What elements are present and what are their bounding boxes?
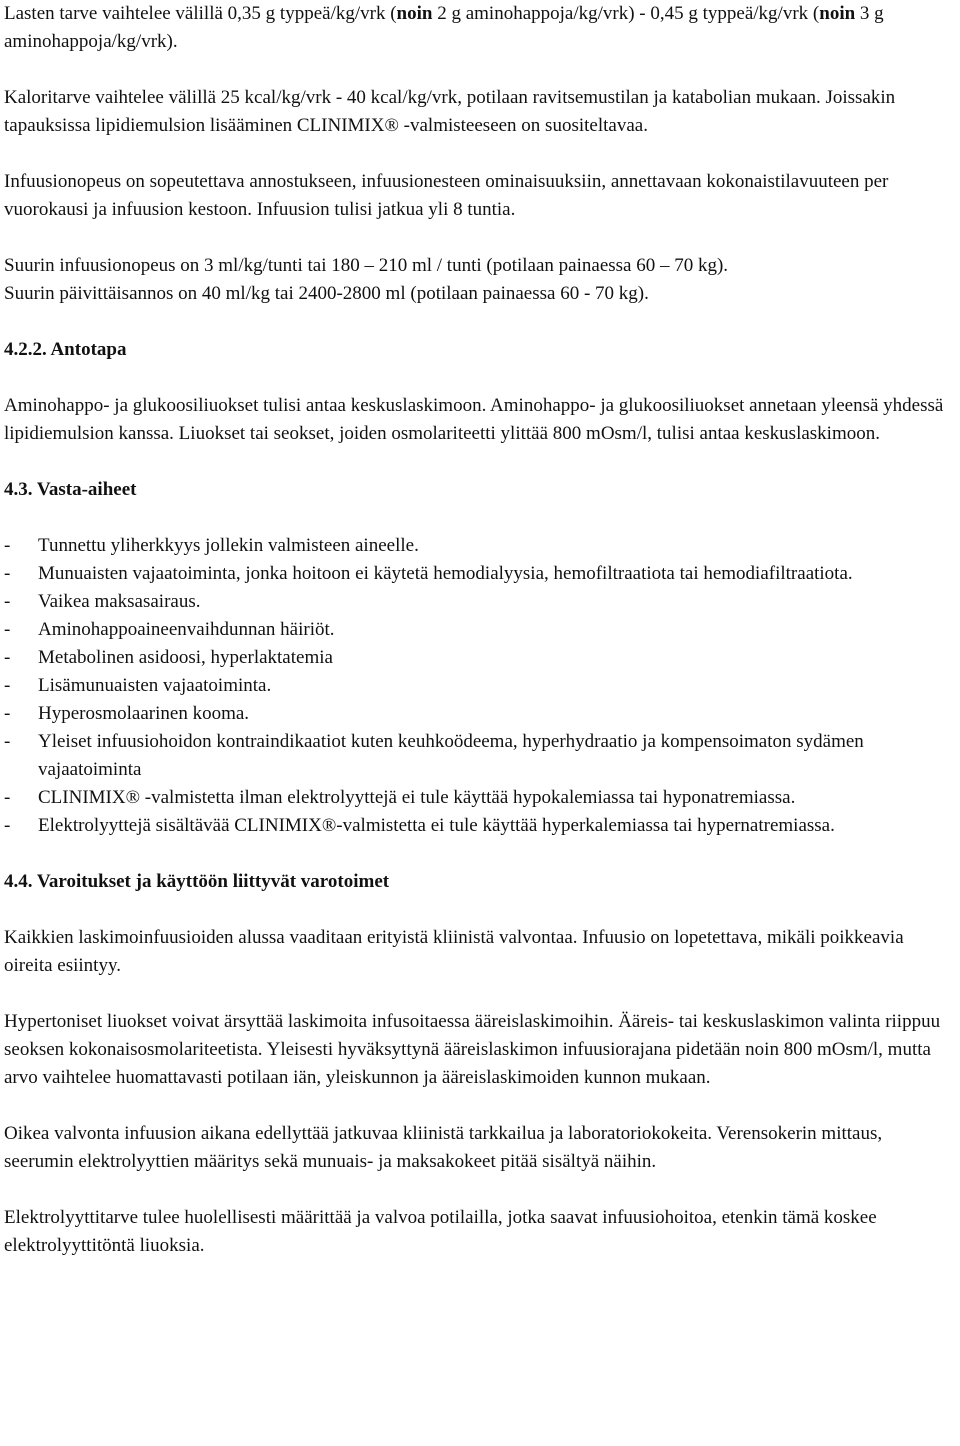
list-item-text: Munuaisten vajaatoiminta, jonka hoitoon ei käytetä hemodialyysia, hemofiltraatiota tai hemodiafiltraatiota. <box>38 563 853 584</box>
list-item <box>4 700 954 728</box>
dash-bullet: - <box>4 731 11 752</box>
antotapa-paragraph: Aminohappo- ja glukoosiliuokset tulisi antaa keskuslaskimoon. Aminohappo- ja glukoosiliuokset annetaan yleensä yhdessä lipidiemulsion kanssa. Liuokset tai seokset, joiden osmolariteetti ylittää 800 mOsm/l, tulisi antaa keskuslaskimoon. <box>4 395 944 444</box>
list-item-text: Lisämunuaisten vajaatoiminta. <box>38 675 272 696</box>
max-infusion-rate: Suurin infuusionopeus on 3 ml/kg/tunti tai 180 – 210 ml / tunti (potilaan painaessa 60 – 70 kg). <box>4 255 729 276</box>
protein-requirement-paragraph <box>4 0 954 56</box>
warnings-paragraph-1: Kaikkien laskimoinfuusioiden alussa vaaditaan erityistä kliinistä valvontaa. Infuusio on lopetettava, mikäli poikkeavia oireita esiintyy. <box>4 927 904 976</box>
list-item <box>4 560 954 588</box>
dash-bullet: - <box>4 703 11 724</box>
dash-bullet: - <box>4 787 11 808</box>
list-item <box>4 532 954 560</box>
list-item-text: Hyperosmolaarinen kooma. <box>38 703 250 724</box>
dash-bullet: - <box>4 619 11 640</box>
list-item <box>4 672 954 700</box>
section-heading-vasta-aiheet: 4.3. Vasta-aiheet <box>4 479 137 500</box>
dash-bullet: - <box>4 647 11 668</box>
dash-bullet: - <box>4 675 11 696</box>
dash-bullet: - <box>4 563 11 584</box>
warnings-paragraph-3: Oikea valvonta infuusion aikana edellyttää jatkuvaa kliinistä tarkkailua ja laboratoriokokeita. Verensokerin mittaus, seerumin elektrolyyttien määritys sekä munuais- ja maksakokeet pitää sisältyä näihin. <box>4 1123 883 1172</box>
list-item <box>4 728 954 784</box>
calorie-requirement-paragraph: Kaloritarve vaihtelee välillä 25 kcal/kg/vrk - 40 kcal/kg/vrk, potilaan ravitsemustilan ja katabolian mukaan. Joissakin tapauksissa lipidiemulsion lisääminen CLINIMIX® -valmisteeseen on suositeltavaa. <box>4 87 896 136</box>
protein-text-1: Lasten tarve vaihtelee välillä 0,35 g typpeä/kg/vrk ( <box>4 3 397 24</box>
protein-noin-1: noin <box>396 3 433 24</box>
protein-noin-2: noin <box>819 3 856 24</box>
max-daily-dose: Suurin päivittäisannos on 40 ml/kg tai 2400-2800 ml (potilaan painaessa 60 - 70 kg). <box>4 283 649 304</box>
list-item-text: Elektrolyyttejä sisältävää CLINIMIX®-valmistetta ei tule käyttää hyperkalemiassa tai hypernatremiassa. <box>38 815 835 836</box>
dash-bullet: - <box>4 535 11 556</box>
list-item <box>4 616 954 644</box>
list-item-text: CLINIMIX® -valmistetta ilman elektrolyyttejä ei tule käyttää hypokalemiassa tai hyponatremiassa. <box>38 787 796 808</box>
protein-text-2: 2 g aminohappoja/kg/vrk) - 0,45 g typpeä/kg/vrk ( <box>432 3 820 24</box>
list-item <box>4 588 954 616</box>
warnings-paragraph-2: Hypertoniset liuokset voivat ärsyttää laskimoita infusoitaessa ääreislaskimoihin. Ääreis- tai keskuslaskimon valinta riippuu seoksen kokonaisosmolariteetista. Yleisesti hyväksyttynä ääreislaskimon infuusiorajana pidetään noin 800 mOsm/l, mutta arvo vaihtelee huomattavasti potilaan iän, yleiskunnon ja ääreislaskimoiden kunnon mukaan. <box>4 1011 941 1088</box>
list-item-text: Yleiset infuusiohoidon kontraindikaatiot kuten keuhkoödeema, hyperhydraatio ja kompensoimaton sydämen vajaatoiminta <box>38 731 864 780</box>
contraindications-list <box>4 532 954 840</box>
protein-text-3: 3 g aminohappoja/kg/vrk). <box>4 3 884 52</box>
list-item <box>4 644 954 672</box>
section-heading-antotapa: 4.2.2. Antotapa <box>4 339 127 360</box>
dash-bullet: - <box>4 591 11 612</box>
list-item-text: Metabolinen asidoosi, hyperlaktatemia <box>38 647 333 668</box>
infusion-rate-paragraph: Infuusionopeus on sopeutettava annostukseen, infuusionesteen ominaisuuksiin, annettavaan kokonaistilavuuteen per vuorokausi ja infuusion kestoon. Infuusion tulisi jatkua yli 8 tuntia. <box>4 171 889 220</box>
list-item <box>4 812 954 840</box>
dash-bullet: - <box>4 815 11 836</box>
list-item <box>4 784 954 812</box>
section-heading-varoitukset: 4.4. Varoitukset ja käyttöön liittyvät varotoimet <box>4 871 390 892</box>
list-item-text: Tunnettu yliherkkyys jollekin valmisteen aineelle. <box>38 535 419 556</box>
list-item-text: Aminohappoaineenvaihdunnan häiriöt. <box>38 619 335 640</box>
warnings-paragraph-4: Elektrolyyttitarve tulee huolellisesti määrittää ja valvoa potilailla, jotka saavat infuusiohoitoa, etenkin tämä koskee elektrolyyttitöntä liuoksia. <box>4 1207 877 1256</box>
list-item-text: Vaikea maksasairaus. <box>38 591 201 612</box>
